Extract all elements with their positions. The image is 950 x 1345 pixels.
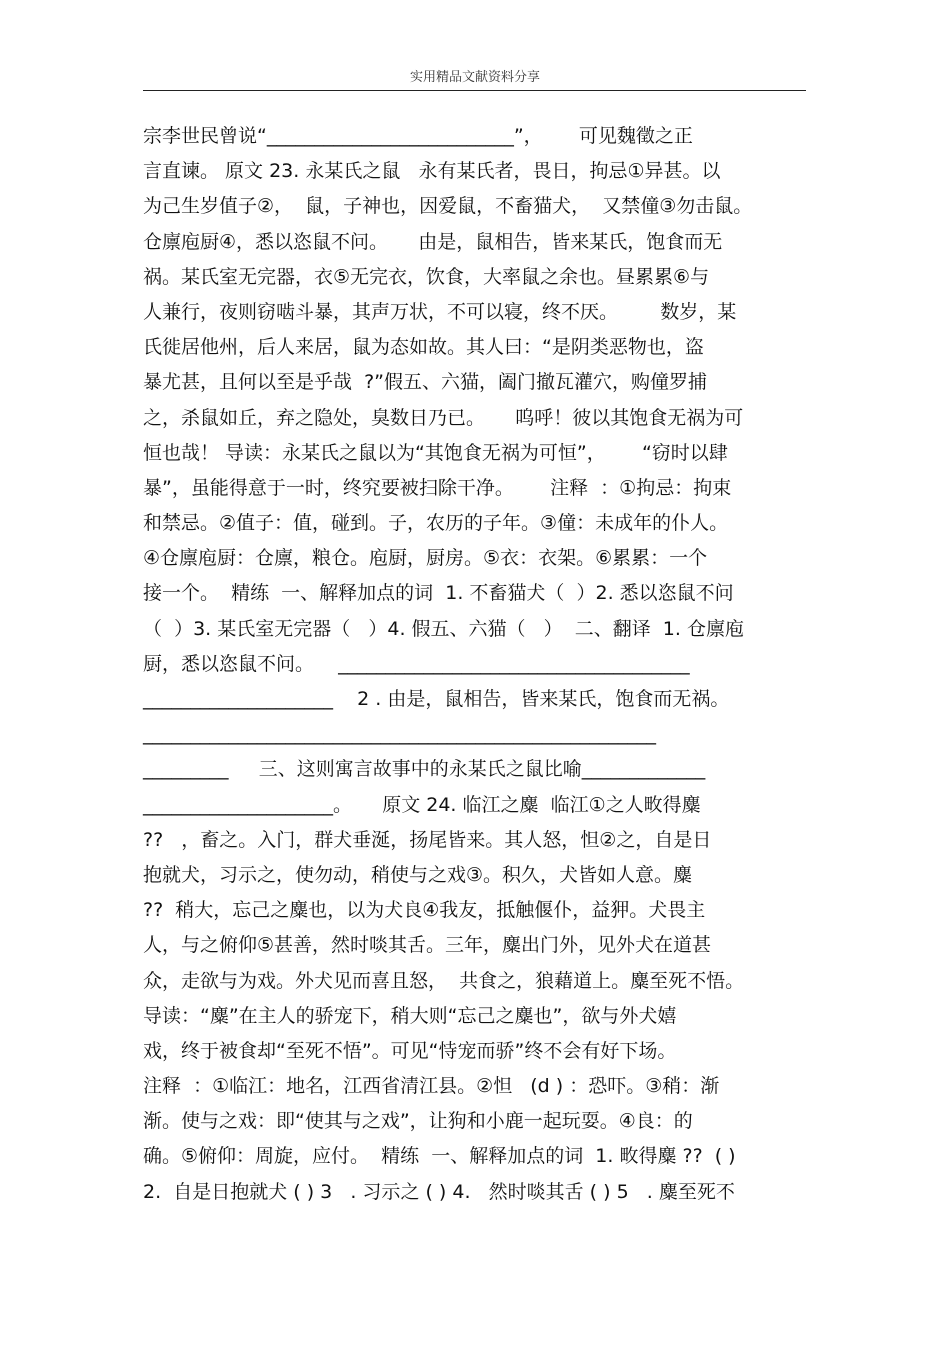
text-line: 戏，终于被食却“至死不悟”。可见“恃宠而骄”终不会有好下场。	[143, 1039, 677, 1062]
text-line: 氏徙居他州，后人来居，鼠为态如故。其人曰：“是阴类恶物也，盗	[143, 336, 704, 359]
text-line: _________ 三、这则寓言故事中的永某氏之鼠比喻_____________	[143, 758, 706, 781]
text-line: 抱就犬，习示之，使勿动，稍使与之戏③。积久，犬皆如人意。麋	[143, 863, 693, 886]
text-line: 为己生岁值子②， 鼠，子神也，因爱鼠，不畜猫犬， 又禁僮③勿击鼠。	[143, 195, 753, 218]
text-line: 2. 自是日抱就犬 ( ) 3 . 习示之 ( ) 4. 然时啖其舌 ( ) 5 . 麋至死不	[143, 1180, 735, 1203]
text-line: 恒也哉！ 导读：永某氏之鼠以为“其饱食无祸为可恒”， “窃时以肆	[143, 441, 728, 464]
text-line: 之，杀鼠如丘，弃之隐处，臭数日乃已。 呜呼！彼以其饱食无祸为可	[143, 406, 744, 429]
text-line: （ ）3. 某氏室无完器（ ）4. 假五、六猫（ ） 二、翻译 1. 仓廪庖	[143, 617, 744, 640]
text-line: ____________________。 原文 24. 临江之麋 临江①之人畋得麋	[143, 793, 701, 816]
text-line: 仓廪庖厨④，悉以恣鼠不问。 由是，鼠相告，皆来某氏，饱食而无	[143, 230, 723, 253]
text-line: 暴尤甚，且何以至是乎哉 ?”假五、六猫，阖门撤瓦灌穴，购僮罗捕	[143, 371, 708, 394]
header-divider	[143, 90, 806, 91]
text-line: ④仓廪庖厨：仓廪，粮仓。庖厨，厨房。⑤衣：衣架。⑥累累：一个	[143, 547, 708, 570]
text-line: 厨，悉以恣鼠不问。 _____________________________________	[143, 652, 690, 675]
text-line: 暴”，虽能得意于一时，终究要被扫除干净。 注释 ：①拘忌：拘束	[143, 476, 732, 499]
text-line: 注释 ：①临江：地名，江西省清江县。②怛 (d ) ：恐吓。③稍：渐	[143, 1075, 720, 1098]
text-line: ______________________________________________________	[143, 723, 656, 746]
text-line: ?? ，畜之。入门，群犬垂涎，扬尾皆来。其人怒，怛②之，自是日	[143, 828, 712, 851]
page-header: 实用精品文献资料分享	[409, 70, 540, 85]
text-line: ?? 稍大，忘己之麋也，以为犬良④我友，抵触偃仆，益狎。犬畏主	[143, 899, 706, 922]
text-line: 接一个。 精练 一、解释加点的词 1. 不畜猫犬（ ）2. 悉以恣鼠不问	[143, 582, 734, 605]
document-body	[143, 119, 823, 1210]
text-line: 渐。使与之戏：即“使其与之戏”，让狗和小鹿一起玩耍。④良：的	[143, 1110, 693, 1133]
text-line: ____________________ 2 . 由是，鼠相告，皆来某氏，饱食而无祸。	[143, 688, 730, 710]
text-line: 祸。某氏室无完器，衣⑤无完衣，饮食，大率鼠之余也。昼累累⑥与	[143, 265, 710, 288]
text-line: 人，与之俯仰⑤甚善，然时啖其舌。三年，麋出门外，见外犬在道甚	[143, 934, 712, 957]
text-line: 宗李世民曾说“__________________________”， 可见魏徵之正	[143, 125, 693, 147]
text-line: 和禁忌。②值子：值，碰到。子，农历的子年。③僮：未成年的仆人。	[143, 512, 729, 535]
text-line: 言直谏。 原文 23. 永某氏之鼠 永有某氏者，畏日，拘忌①异甚。以	[143, 160, 721, 183]
text-line: 众，走欲与为戏。外犬见而喜且怒， 共食之，狼藉道上。麋至死不悟。	[143, 969, 745, 992]
text-line: 导读：“麋”在主人的骄宠下，稍大则“忘己之麋也”，欲与外犬嬉	[143, 1004, 677, 1027]
text-line: 确。⑤俯仰：周旋，应付。 精练 一、解释加点的词 1. 畋得麋 ?? ( )	[143, 1145, 736, 1168]
text-line: 人兼行，夜则窃啮斗暴，其声万状，不可以寝，终不厌。 数岁，某	[143, 300, 737, 323]
